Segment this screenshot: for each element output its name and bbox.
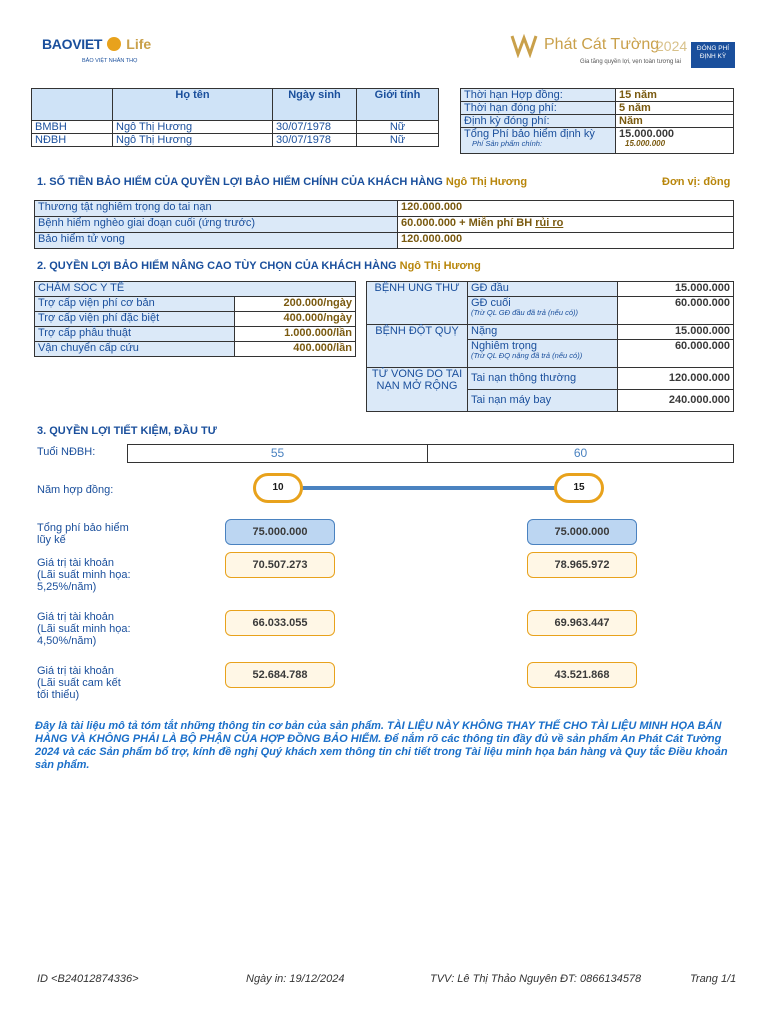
table-row: [35, 233, 734, 249]
pay-term-value: 5 năm: [616, 102, 734, 115]
care-value: 1.000.000/lần: [235, 327, 356, 342]
benefit-label: Thương tật nghiêm trọng do tai nạn: [35, 201, 398, 217]
cancer-late-note: (Trừ QL GĐ đầu đã trả (nếu có)): [471, 308, 579, 318]
total-premium-text: Tổng Phí bảo hiểm định kỳ: [464, 128, 595, 141]
accident-normal-label: Tai nạn thông thường: [468, 368, 618, 390]
total-premium-value: [616, 128, 734, 154]
logo-word: BAOVIET: [42, 36, 103, 52]
payment-badge: [691, 42, 735, 68]
year-marker-b: 15: [554, 473, 604, 503]
phat-cat-tuong-logo: [510, 32, 735, 72]
care-value: 400.000/lần: [235, 342, 356, 357]
product-title: Phát Cát Tường: [544, 36, 660, 53]
accident-death-group: TỬ VONG DO TAI NẠN MỞ RỘNG: [367, 368, 468, 412]
product-year: 2024: [656, 38, 688, 54]
care-label: Trợ cấp phẫu thuật: [35, 327, 235, 342]
footer-print-date: Ngày in: 19/12/2024: [246, 973, 345, 985]
value-pill: 69.963.447: [527, 610, 637, 636]
stroke-heavy-label: Nặng: [468, 325, 618, 340]
year-marker-a: 10: [253, 473, 303, 503]
accident-normal-value: 120.000.000: [618, 368, 734, 390]
value-pill: 78.965.972: [527, 552, 637, 578]
product-emblem-icon: [510, 32, 540, 58]
row-label-line: (Lãi suất minh họa:: [37, 569, 131, 581]
row-label-line: Giá trị tài khoản: [37, 557, 115, 569]
stroke-severe-label: [468, 340, 618, 368]
dob-cell: 30/07/1978: [273, 121, 357, 134]
product-slogan: Gia tăng quyền lợi, vẹn toàn tương lai: [580, 59, 681, 65]
care-label: Vận chuyển cấp cứu: [35, 342, 235, 357]
row-label-line: Tổng phí bảo hiểm: [37, 522, 129, 534]
benefit-value-text: 60.000.000 + Miễn phí BH: [401, 217, 533, 229]
table-row: [35, 342, 356, 357]
main-benefit-table: [34, 200, 734, 249]
age-b: 60: [428, 445, 734, 463]
section-2-title: [37, 260, 481, 272]
benefit-label: Bảo hiểm tử vong: [35, 233, 398, 249]
timeline-bar: [302, 486, 556, 490]
logo-subtitle: BẢO VIỆT NHÂN THỌ: [82, 58, 138, 64]
frequency-label: Định kỳ đóng phí:: [461, 115, 616, 128]
stroke-severe-text: Nghiêm trọng: [471, 340, 538, 352]
cancer-late-text: GĐ cuối: [471, 297, 511, 309]
care-header: CHĂM SÓC Y TẾ: [35, 282, 356, 297]
section-2-customer: Ngô Thị Hương: [399, 260, 481, 272]
header-dob: Ngày sinh: [273, 89, 357, 121]
benefit-value: 120.000.000: [398, 201, 734, 217]
value-pill: 66.033.055: [225, 610, 335, 636]
section-2-heading: 2. QUYỀN LỢI BẢO HIỂM NÂNG CAO TÙY CHỌN CỦA KHÁCH HÀNG: [37, 260, 397, 272]
section-1-customer: Ngô Thị Hương: [445, 176, 528, 188]
row-label-line: lũy kế: [37, 534, 66, 546]
dob-cell: 30/07/1978: [273, 134, 357, 147]
disclaimer-note: Đây là tài liệu mô tả tóm tắt những thông tin cơ bản của sản phẩm. TÀI LIỆU NÀY KHÔNG THAY THẾ CHO TÀI LIỆU MINH HỌA BÁN HÀNG VÀ KHÔNG PHẢI LÀ BỘ PHẬN CỦA HỢP ĐỒNG BẢO HIỂM. Để nắm rõ các thông tin đầy đủ về sản phẩm An Phát Cát Tường 2024 và các Sản phẩm bổ trợ, kính đề nghị Quý khách xem thông tin chi tiết trong Tài liệu minh họa bán hàng và Quy tắc Điều khoản sản phẩm.: [35, 720, 728, 771]
contract-table: [460, 88, 734, 154]
footer-agent: TVV: Lê Thị Thảo Nguyên ĐT: 0866134578: [430, 973, 642, 985]
term-value: 15 năm: [616, 89, 734, 102]
header-gender: Giới tính: [357, 89, 439, 121]
value-row-label: [37, 611, 131, 647]
footer-id: ID <B24012874336>: [37, 973, 139, 985]
header-name: Họ tên: [113, 89, 273, 121]
stroke-severe-note: (Trừ QL ĐQ nặng đã trả (nếu có)): [471, 351, 583, 361]
name-cell: Ngô Thị Hương: [113, 134, 273, 147]
row-label-line: (Lãi suất cam kết: [37, 677, 121, 689]
section-3-title: 3. QUYỀN LỢI TIẾT KIỆM, ĐẦU TƯ: [37, 425, 217, 437]
value-row-label: [37, 522, 129, 546]
cancer-late-value: 60.000.000: [618, 297, 734, 325]
value-pill: 75.000.000: [225, 519, 335, 545]
gender-cell: Nữ: [357, 134, 439, 147]
total-premium-label: [461, 128, 616, 154]
row-label-line: Giá trị tài khoản: [37, 665, 115, 677]
section-1-heading: 1. SỐ TIỀN BẢO HIỂM CỦA QUYỀN LỢI BẢO HIỂM CHÍNH CỦA KHÁCH HÀNG: [37, 176, 443, 188]
row-label-line: tối thiểu): [37, 689, 80, 701]
baoviet-life-logo: [42, 36, 172, 68]
main-premium-value: 15.000.000: [625, 139, 666, 149]
age-label: Tuổi NĐBH:: [37, 446, 96, 458]
table-row: [35, 312, 356, 327]
value-row-label: [37, 665, 121, 701]
care-label: Trợ cấp viện phí cơ bản: [35, 297, 235, 312]
stroke-group: BỆNH ĐỘT QUỴ: [367, 325, 468, 368]
cancer-early-label: GĐ đầu: [468, 282, 618, 297]
age-a: 55: [128, 445, 428, 463]
main-premium-label: Phí Sản phẩm chính:: [472, 139, 543, 149]
row-label-line: Giá trị tài khoản: [37, 611, 115, 623]
unit-label: Đơn vị: đồng: [662, 176, 731, 188]
value-row-label: [37, 557, 131, 593]
row-label-line: 5,25%/năm): [37, 581, 97, 593]
section-1-title: [37, 176, 527, 188]
risk-link[interactable]: rủi ro: [535, 217, 564, 229]
table-row: [35, 217, 734, 233]
row-label-line: (Lãi suất minh họa:: [37, 623, 131, 635]
care-value: 400.000/ngày: [235, 312, 356, 327]
accident-plane-value: 240.000.000: [618, 390, 734, 412]
stroke-heavy-value: 15.000.000: [618, 325, 734, 340]
age-table: [127, 444, 734, 463]
value-pill: 70.507.273: [225, 552, 335, 578]
badge-line-1: ĐÓNG PHÍ: [696, 45, 730, 52]
table-row: [35, 297, 356, 312]
logo-life: Life: [126, 36, 152, 52]
value-pill: 43.521.868: [527, 662, 637, 688]
header-empty: [32, 89, 113, 121]
critical-illness-table: [366, 281, 734, 412]
cancer-group: BỆNH UNG THƯ: [367, 282, 468, 325]
cancer-late-label: [468, 297, 618, 325]
benefit-label: Bệnh hiểm nghèo giai đoạn cuối (ứng trước): [35, 217, 398, 233]
value-pill: 75.000.000: [527, 519, 637, 545]
benefit-value: 120.000.000: [398, 233, 734, 249]
pay-term-label: Thời hạn đóng phí:: [461, 102, 616, 115]
row-label-line: 4,50%/năm): [37, 635, 97, 647]
term-label: Thời hạn Hợp đồng:: [461, 89, 616, 102]
role-cell: NĐBH: [32, 134, 113, 147]
table-row: [35, 327, 356, 342]
care-value: 200.000/ngày: [235, 297, 356, 312]
benefit-value: [398, 217, 734, 233]
logo-swirl-icon: [107, 37, 121, 51]
table-row: [32, 134, 439, 147]
footer-page: Trang 1/1: [690, 973, 737, 985]
gender-cell: Nữ: [357, 121, 439, 134]
accident-plane-label: Tai nạn máy bay: [468, 390, 618, 412]
badge-line-2: ĐỊNH KỲ: [699, 53, 727, 61]
medical-care-table: [34, 281, 356, 357]
name-cell: Ngô Thị Hương: [113, 121, 273, 134]
table-row: [35, 201, 734, 217]
role-cell: BMBH: [32, 121, 113, 134]
table-row: [32, 121, 439, 134]
total-premium-number: 15.000.000: [619, 128, 675, 141]
frequency-value: Năm: [616, 115, 734, 128]
insured-table: [31, 88, 439, 147]
stroke-severe-value: 60.000.000: [618, 340, 734, 368]
value-pill: 52.684.788: [225, 662, 335, 688]
contract-year-label: Năm hợp đồng:: [37, 484, 114, 496]
care-label: Trợ cấp viện phí đặc biệt: [35, 312, 235, 327]
cancer-early-value: 15.000.000: [618, 282, 734, 297]
